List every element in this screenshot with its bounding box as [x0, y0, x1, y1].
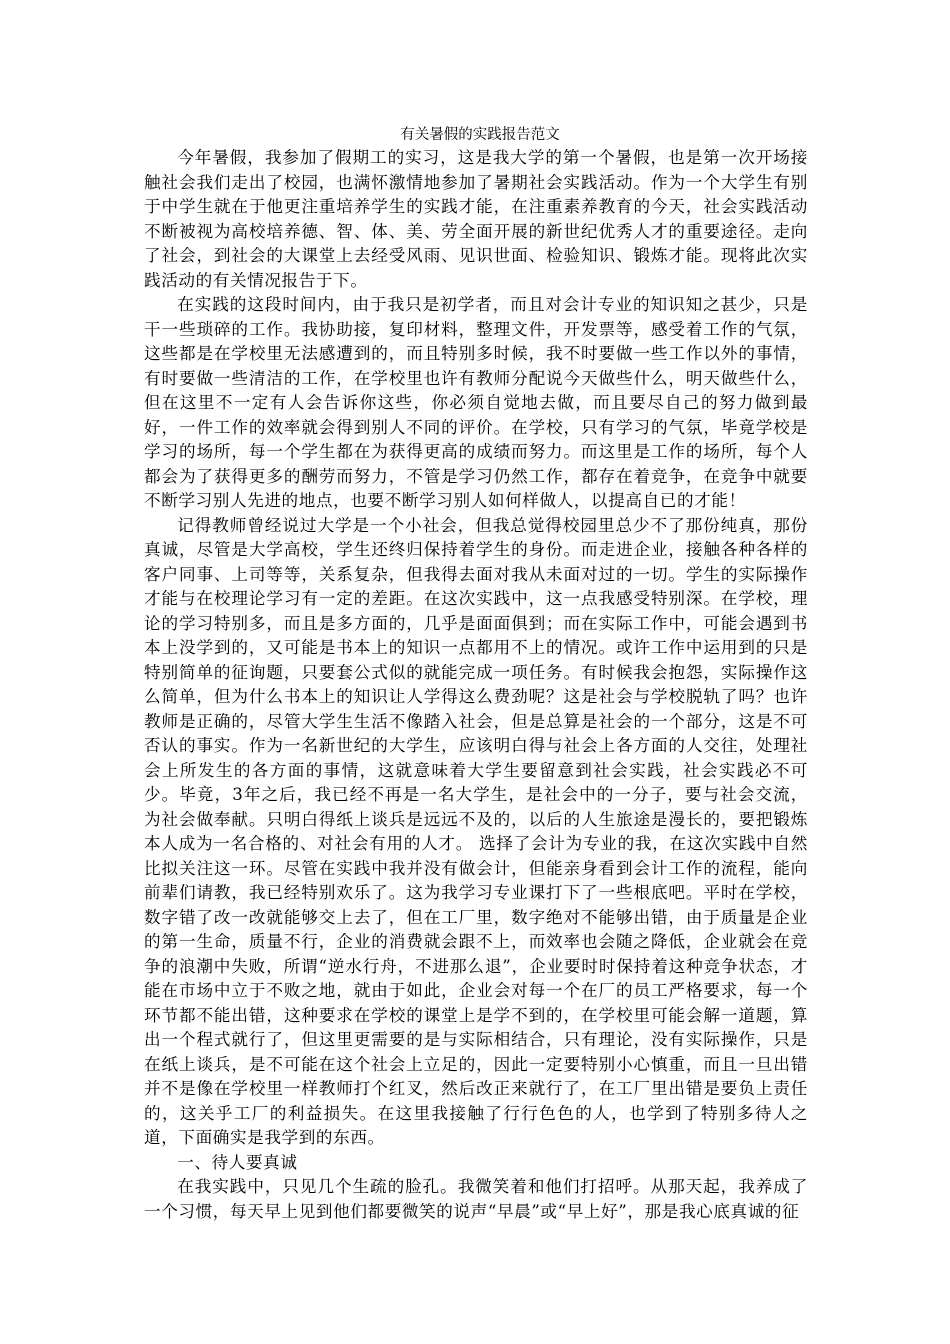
paragraph-sincerity: 在我实践中，只见几个生疏的脸孔。我微笑着和他们打招呼。从那天起，我养成了一个习惯，每天早上见到他们都要微笑的说声“早晨”或“早上好”，那是我心底真诚的征 [144, 1177, 808, 1221]
paragraph-practice-period: 在实践的这段时间内，由于我只是初学者，而且对会计专业的知识知之甚少，只是干一些琐碎的工作。我协助接，复印材料，整理文件，开发票等，感受着工作的气氛，这些都是在学校里无法感遭到的，而且特别多时候，我不时要做一些工作以外的事情，有时要做一些清洁的工作，在学校里也许有教师分配说今天做些什么，明天做些什么，但在这里不一定有人会告诉你这些，你必须自觉地去做，而且要尽自己的努力做到最好，一件工作的效率就会得到别人不同的评价。在学校，只有学习的气氛，毕竟学校是学习的场所，每一个学生都在为获得更高的成绩而努力。而这里是工作的场所，每个人都会为了获得更多的酬劳而努力，不管是学习仍然工作，都存在着竞争，在竞争中就要不断学习别人先进的地点，也要不断学习别人如何样做人，以提高自已的才能！ [144, 295, 808, 510]
paragraph-intro: 今年暑假，我参加了假期工的实习，这是我大学的第一个暑假，也是第一次开场接触社会我们走出了校园，也满怀激情地参加了暑期社会实践活动。作为一个大学生有别于中学生就在于他更注重培养学生的实践才能，在注重素养教育的今天，社会实践活动不断被视为高校培养德、智、体、美、劳全面开展的新世纪优秀人才的重要途径。走向了社会，到社会的大课堂上去经受风雨、见识世面、检验知识、锻炼才能。现将此次实践活动的有关情况报告于下。 [144, 148, 808, 290]
paragraph-school-vs-society: 记得教师曾经说过大学是一个小社会，但我总觉得校园里总少不了那份纯真，那份真诚，尽管是大学高校，学生还终归保持着学生的身份。而走进企业，接触各种各样的客户同事、上司等等，关系复杂，但我得去面对我从未面对过的一切。学生的实际操作才能与在校理论学习有一定的差距。在这次实践中，这一点我感受特别深。在学校，理论的学习特别多，而且是多方面的，几乎是面面俱到；而在实际工作中，可能会遇到书本上没学到的，又可能是书本上的知识一点都用不上的情况。或许工作中运用到的只是特别简单的征询题，只要套公式似的就能完成一项任务。有时候我会抱怨，实际操作这么简单，但为什么书本上的知识让人学得这么费劲呢？这是社会与学校脱轨了吗？也许教师是正确的，尽管大学生生活不像踏入社会，但是总算是社会的一个部分，这是不可否认的事实。作为一名新世纪的大学生，应该明白得与社会上各方面的人交往，处理社会上所发生的各方面的事情，这就意味着大学生要留意到社会实践，社会实践必不可少。毕竟，3年之后，我已经不再是一名大学生，是社会中的一分子，要与社会交流，为社会做奉献。只明白得纸上谈兵是远远不及的，以后的人生旅途是漫长的，要把锻炼本人成为一名合格的、对社会有用的人才。 选择了会计为专业的我，在这次实践中自然比拟关注这一环。尽管在实践中我并没有做会计，但能亲身看到会计工作的流程，能向前辈们请教，我已经特别欢乐了。这为我学习专业课打下了一些根底吧。平时在学校，数字错了改一改就能够交上去了，但在工厂里，数字绝对不能够出错，由于质量是企业的第一生命，质量不行，企业的消费就会跟不上，而效率也会随之降低，企业就会在竞争的浪潮中失败，所谓“逆水行舟，不进那么退”，企业要时时保持着这种竞争状态，才能在市场中立于不败之地，就由于如此，企业会对每一个在厂的员工严格要求，每一个环节都不能出错，这种要求在学校的课堂上是学不到的，在学校里可能会解一道题，算出一个程式就行了，但这里更需要的是与实际相结合，只有理论，没有实际操作，只是在纸上谈兵，是不可能在这个社会上立足的，因此一定要特别小心慎重，而且一旦出错并不是像在学校里一样教师打个红叉，然后改正来就行了，在工厂里出错是要负上责任的，这关乎工厂的利益损失。在这里我接触了行行色色的人，也学到了特别多待人之道，下面确实是我学到的东西。 [144, 515, 808, 1147]
document-title: 有关暑假的实践报告范文 [400, 127, 560, 143]
section-heading-sincerity: 一、待人要真诚 [177, 1152, 298, 1172]
